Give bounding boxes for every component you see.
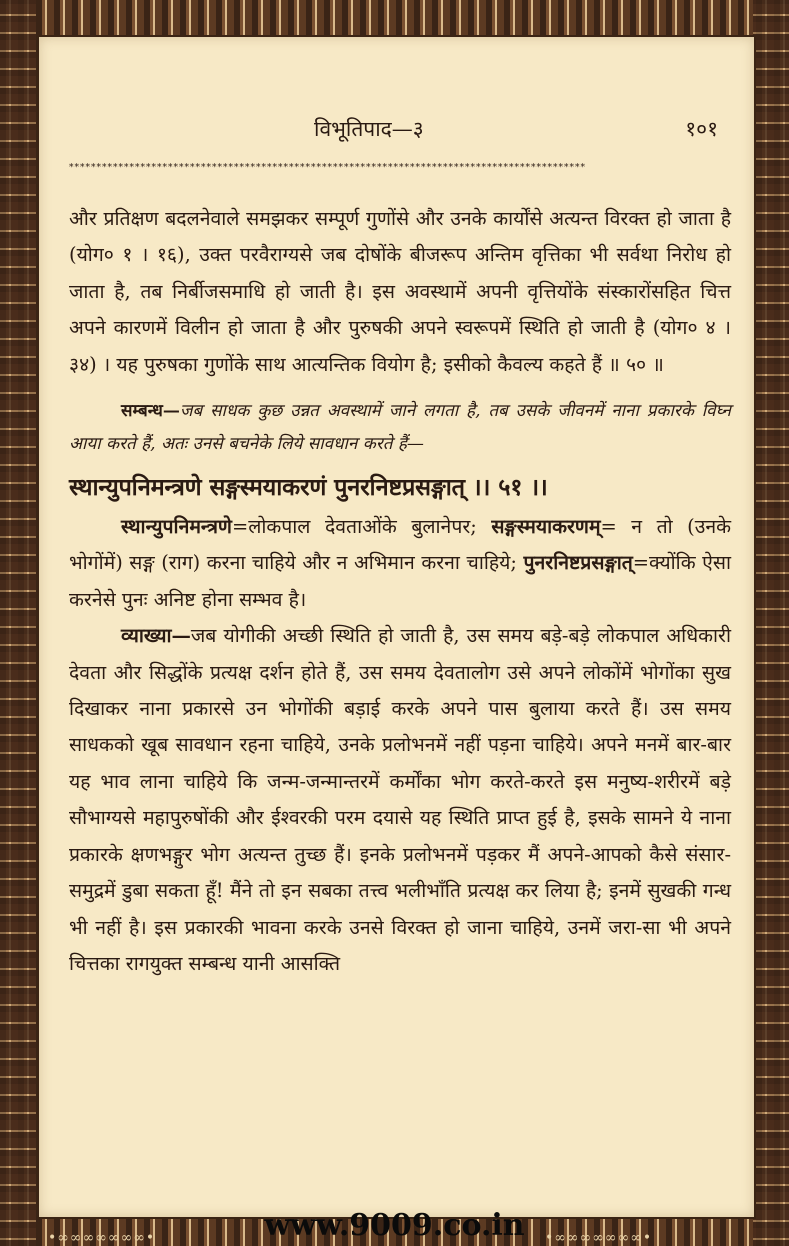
term: पुनरनिष्टप्रसङ्गात् — [523, 551, 633, 575]
commentary-text: जब योगीकी अच्छी स्थिति हो जाती है, उस समय बड़े-बड़े लोकपाल अधिकारी देवता और सिद्धोंके प्रत्यक्ष दर्शन होते हैं, उस समय देवतालोग उसे अपने लोकोंमें भोगोंका सुख दिखाकर नाना प्रकारसे उन भोगोंकी बड़ाई करके अपने पास बुलाया करते हैं। उस समय साधकको खूब सावधान रहना चाहिये, उनके प्रलोभनमें नहीं पड़ना चाहिये। अपने मनमें बार-बार यह भाव लाना चाहिये कि जन्म-जन्मान्तरमें कर्मोंका भोग करते-करते इस मनुष्य-शरीरमें बड़े सौभाग्यसे महापुरुषोंकी और ईश्वरकी परम दयासे यह स्थिति प्राप्त हुई है, इसके सामने ये नाना प्रकारके क्षणभङ्गुर भोग अत्यन्त तुच्छ हैं। इनके प्रलोभनमें पड़कर मैं अपने-आपको कैसे संसार-समुद्रमें डुबा सकता हूँ! मैंने तो इन सबका तत्त्व भलीभाँति प्रत्यक्ष कर लिया है; इनमें सुखकी गन्ध भी नहीं है। इस प्रकारकी भावना करके उनसे विरक्त हो जाना चाहिये, उनमें जरा-सा भी अपने चित्तका रागयुक्त सम्बन्ध यानी आसक्ति — [69, 624, 731, 975]
scroll-ornament-icon: •∞∞∞∞∞∞∞• — [545, 1230, 653, 1246]
relation-note — [69, 395, 731, 461]
sutra-verse: स्थान्युपनिमन्त्रणे सङ्गस्मयाकरणं पुनरनिष्टप्रसङ्गात् ।। ५१ ।। — [69, 473, 548, 502]
chapter-title: विभूतिपाद—३ — [314, 117, 424, 141]
paragraph: और प्रतिक्षण बदलनेवाले समझकर सम्पूर्ण गुणोंसे और उनके कार्योंसे अत्यन्त विरक्त हो जाता है (योग० १ । १६), उक्त परवैराग्यसे जब दोषोंके बीजरूप अन्तिम वृत्तिका भी सर्वथा निरोध हो जाता है, तब निर्बीजसमाधि हो जाती है। इस अवस्थामें अपनी वृत्तियोंके संस्कारोंसहित चित्त अपने कारणमें विलीन हो जाता है और पुरुषकी अपने स्वरूपमें स्थिति हो जाती है (योग० ४ । ३४) । यह पुरुषका गुणोंके साथ आत्यन्तिक वियोग है; इसीको कैवल्य कहते हैं ॥ ५० ॥ — [69, 207, 731, 376]
website-link[interactable]: www.9009.co.in — [264, 1208, 525, 1243]
meaning: = न तो (उनके भोगोंमें) सङ्ग (राग) करना चाहिये और न अभिमान करना चाहिये; — [69, 515, 731, 575]
page-number: १०१ — [685, 117, 718, 141]
commentary-label: व्याख्या— — [121, 624, 191, 648]
term: सङ्गस्मयाकरणम् — [491, 515, 601, 539]
word-meaning — [69, 509, 731, 618]
commentary — [69, 618, 731, 982]
page-header — [39, 115, 754, 145]
scroll-ornament-icon: •∞∞∞∞∞∞∞• — [48, 1230, 156, 1246]
relation-label: सम्बन्ध— — [121, 401, 180, 422]
footer-band — [0, 1210, 789, 1246]
relation-text: जब साधक कुछ उन्नत अवस्थामें जाने लगता है, तब उसके जीवनमें नाना प्रकारके विघ्न आया करते हैं, अतः उनसे बचनेके लिये सावधान करते हैं— — [69, 401, 731, 455]
term: स्थान्युपनिमन्त्रणे — [121, 515, 232, 539]
page-content — [37, 35, 756, 1219]
text-body — [69, 201, 731, 982]
meaning: =क्योंकि ऐसा करनेसे पुनः अनिष्ट होना सम्भव है। — [69, 551, 731, 611]
meaning: =लोकपाल देवताओंके बुलानेपर; — [231, 515, 492, 539]
separator-line: ********************************************************************************************** — [69, 163, 586, 173]
